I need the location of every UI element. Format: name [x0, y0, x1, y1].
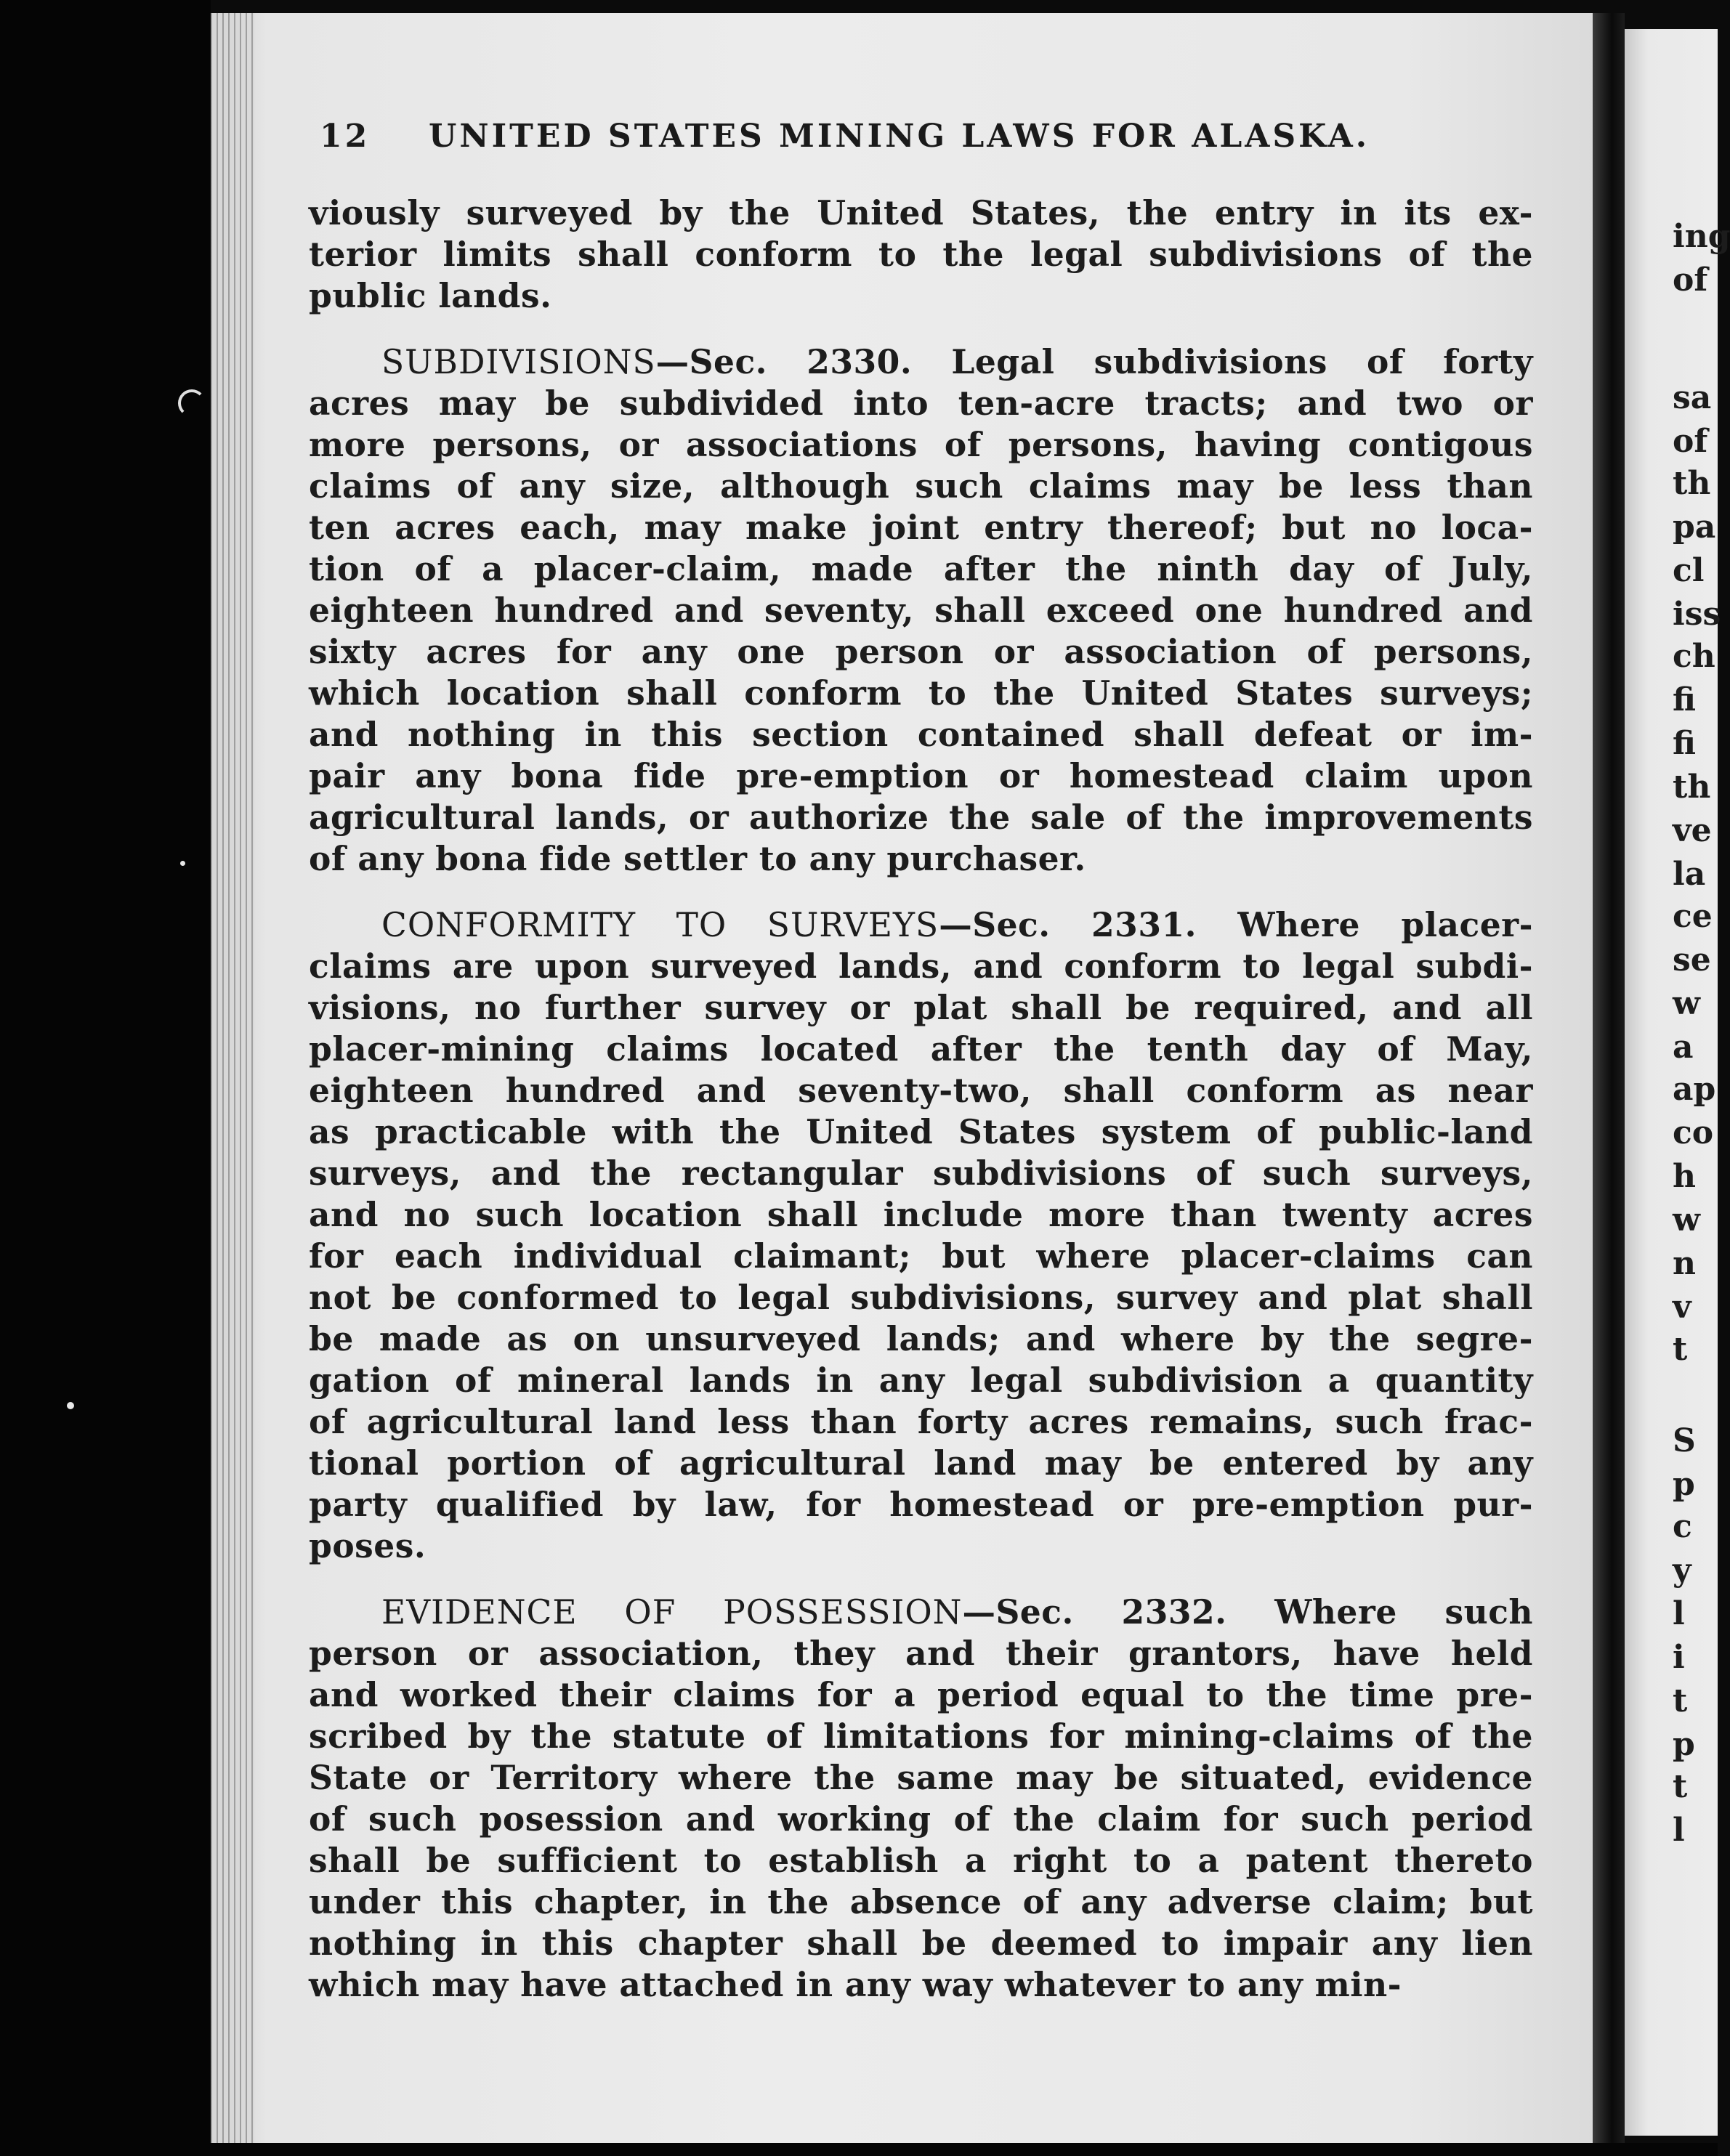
facing-page-fragment: sa [1673, 379, 1712, 416]
text-line [309, 1070, 1533, 1111]
line-text: agricultural lands, or authorize the sale of the improvements [309, 798, 1533, 837]
book-page-right [1625, 29, 1730, 2136]
line-text: not be conformed to legal subdivisions, survey and plat shall [309, 1278, 1533, 1317]
line-text: of such posession and working of the claim for such period [309, 1799, 1533, 1839]
facing-page-fragment: h [1673, 1158, 1696, 1195]
text-line [309, 1633, 1533, 1674]
line-text: sixty acres for any one person or association of persons, [309, 632, 1533, 671]
facing-page-fragment: l [1673, 1812, 1685, 1849]
facing-page-fragment: fi [1673, 681, 1696, 718]
line-text: more persons, or associations of persons, having contigous [309, 425, 1533, 464]
line-text: tion of a placer-claim, made after the ninth day of July, [309, 549, 1533, 588]
paragraph [309, 1592, 1533, 2006]
section-heading: CONFORMITY TO SURVEYS [381, 906, 939, 944]
page-header [320, 118, 1519, 169]
text-line [309, 383, 1533, 424]
facing-page-fragment: l [1673, 1595, 1685, 1632]
text-line [309, 838, 1533, 880]
text-line [309, 755, 1533, 797]
line-text: terior limits shall conform to the legal subdivisions of the [309, 235, 1533, 274]
paragraph-gap [309, 317, 1533, 341]
text-line [309, 1236, 1533, 1277]
text-line [309, 797, 1533, 838]
text-line [309, 1484, 1533, 1525]
facing-page-fragment: of [1673, 262, 1708, 299]
facing-page-fragment: ing [1673, 218, 1730, 255]
text-line [309, 1194, 1533, 1236]
text-line [309, 341, 1533, 383]
facing-page-fragment: ve [1673, 812, 1712, 849]
facing-page-fragment: p [1673, 1726, 1695, 1763]
text-line [309, 1881, 1533, 1923]
facing-page-fragment: c [1673, 1508, 1692, 1545]
line-text: under this chapter, in the absence of any adverse claim; but [309, 1882, 1533, 1921]
text-line [309, 548, 1533, 590]
line-text: eighteen hundred and seventy-two, shall conform as near [309, 1071, 1533, 1110]
facing-page-fragment: v [1673, 1289, 1691, 1326]
facing-page-fragment: t [1673, 1331, 1688, 1368]
text-line [309, 631, 1533, 673]
line-text: claims of any size, although such claims may be less than [309, 466, 1533, 506]
running-head: UNITED STATES MINING LAWS FOR ALASKA. [429, 118, 1370, 155]
text-line [309, 234, 1533, 275]
facing-page-fragment: iss [1673, 596, 1721, 633]
text-line [309, 1716, 1533, 1757]
text-line [309, 1153, 1533, 1194]
line-text: claims are upon surveyed lands, and conform to legal subdi- [309, 947, 1533, 986]
scan-background-left [0, 0, 211, 2156]
facing-page-fragment: i [1673, 1639, 1685, 1676]
line-text: which location shall conform to the United States surveys; [309, 673, 1533, 713]
text-line [309, 1799, 1533, 1840]
facing-page-fragment: cl [1673, 552, 1705, 589]
text-line [309, 1840, 1533, 1881]
text-line [309, 1443, 1533, 1484]
text-line [309, 673, 1533, 714]
facing-page-fragment: pa [1673, 508, 1716, 546]
line-text: gation of mineral lands in any legal subdivision a quantity [309, 1361, 1533, 1400]
facing-page-fragment: w [1673, 1201, 1700, 1239]
facing-page-fragment: t [1673, 1768, 1688, 1805]
text-line [309, 1964, 1533, 2006]
line-text: public lands. [309, 276, 552, 315]
line-text: and no such location shall include more than twenty acres [309, 1195, 1533, 1234]
facing-page-fragment: a [1673, 1029, 1694, 1066]
scan-background-bottom [0, 2143, 1718, 2156]
text-line [309, 1277, 1533, 1318]
facing-page-fragment: ce [1673, 898, 1713, 935]
facing-page-fragment: ap [1673, 1071, 1716, 1108]
text-line [309, 946, 1533, 987]
section-heading: SUBDIVISIONS [381, 343, 656, 381]
facing-page-fragment: th [1673, 465, 1711, 502]
section-heading: EVIDENCE OF POSSESSION [381, 1593, 963, 1632]
paragraph-gap [309, 880, 1533, 904]
facing-page-fragment: co [1673, 1114, 1714, 1151]
line-text: pair any bona fide pre-emption or homestead claim upon [309, 756, 1533, 795]
line-text: of any bona fide settler to any purchaser. [309, 839, 1086, 878]
line-text: poses. [309, 1526, 427, 1565]
text-line [309, 507, 1533, 548]
text-line [309, 987, 1533, 1029]
text-line [309, 424, 1533, 466]
paragraph [309, 192, 1533, 317]
dust-speck [67, 1402, 74, 1409]
line-text: surveys, and the rectangular subdivisions of such surveys, [309, 1154, 1533, 1193]
line-text: placer-mining claims located after the tenth day of May, [309, 1029, 1533, 1069]
text-line [309, 714, 1533, 755]
line-text: and nothing in this section contained shall defeat or im- [309, 715, 1533, 754]
dust-speck [180, 861, 185, 866]
facing-page-fragment: t [1673, 1682, 1688, 1719]
facing-page-fragment: n [1673, 1245, 1696, 1282]
line-text: which may have attached in any way whatever to any min- [309, 1965, 1402, 2004]
text-line [309, 1318, 1533, 1360]
text-line [309, 1111, 1533, 1153]
text-line [309, 192, 1533, 234]
facing-page-fragment: th [1673, 769, 1711, 806]
line-text: —Sec. 2331. Where placer- [939, 905, 1533, 944]
line-text: visions, no further survey or plat shall be required, and all [309, 988, 1533, 1027]
text-line [309, 904, 1533, 946]
line-text: tional portion of agricultural land may be entered by any [309, 1443, 1533, 1483]
page-number: 12 [320, 118, 371, 155]
line-text: eighteen hundred and seventy, shall exceed one hundred and [309, 591, 1533, 630]
text-line [309, 1592, 1533, 1633]
line-text: scribed by the statute of limitations for mining-claims of the [309, 1717, 1533, 1756]
facing-page-fragment: p [1673, 1466, 1695, 1503]
facing-page-fragment: of [1673, 423, 1708, 460]
text-line [309, 466, 1533, 507]
text-line [309, 1674, 1533, 1716]
line-text: and worked their claims for a period equal to the time pre- [309, 1675, 1533, 1714]
facing-page-fragment: w [1673, 985, 1700, 1022]
facing-page-fragment: la [1673, 856, 1706, 893]
line-text: viously surveyed by the United States, the entry in its ex- [309, 193, 1533, 232]
line-text: for each individual claimant; but where placer-claims can [309, 1236, 1533, 1276]
paragraph [309, 341, 1533, 880]
line-text: nothing in this chapter shall be deemed to impair any lien [309, 1924, 1533, 1963]
line-text: shall be sufficient to establish a right to a patent thereto [309, 1841, 1533, 1880]
line-text: —Sec. 2330. Legal subdivisions of forty [655, 342, 1533, 381]
facing-page-fragment: se [1673, 941, 1711, 978]
text-line [309, 1401, 1533, 1443]
line-text: acres may be subdivided into ten-acre tracts; and two or [309, 384, 1533, 423]
line-text: person or association, they and their grantors, have held [309, 1634, 1533, 1673]
line-text: —Sec. 2332. Where such [962, 1592, 1533, 1632]
text-line [309, 1757, 1533, 1799]
text-line [309, 1923, 1533, 1964]
line-text: party qualified by law, for homestead or pre-emption pur- [309, 1485, 1533, 1524]
dust-speck [178, 389, 206, 417]
line-text: State or Territory where the same may be situated, evidence [309, 1758, 1533, 1797]
facing-page-fragment: S [1673, 1422, 1696, 1459]
paragraph [309, 904, 1533, 1567]
book-binding-gutter [1593, 13, 1625, 2143]
text-line [309, 590, 1533, 631]
line-text: of agricultural land less than forty acres remains, such frac- [309, 1402, 1533, 1441]
paragraph-gap [309, 1567, 1533, 1592]
line-text: as practicable with the United States system of public-land [309, 1112, 1533, 1151]
line-text: ten acres each, may make joint entry thereof; but no loca- [309, 508, 1533, 547]
text-line [309, 275, 1533, 317]
page-body-text [309, 192, 1533, 2006]
text-line [309, 1029, 1533, 1070]
facing-page-fragment: ch [1673, 638, 1715, 675]
text-line [309, 1360, 1533, 1401]
text-line [309, 1525, 1533, 1567]
facing-page-fragment: fi [1673, 725, 1696, 762]
facing-page-fragment: y [1673, 1552, 1691, 1589]
page-edge-stack [211, 13, 254, 2143]
line-text: be made as on unsurveyed lands; and where by the segre- [309, 1319, 1533, 1358]
